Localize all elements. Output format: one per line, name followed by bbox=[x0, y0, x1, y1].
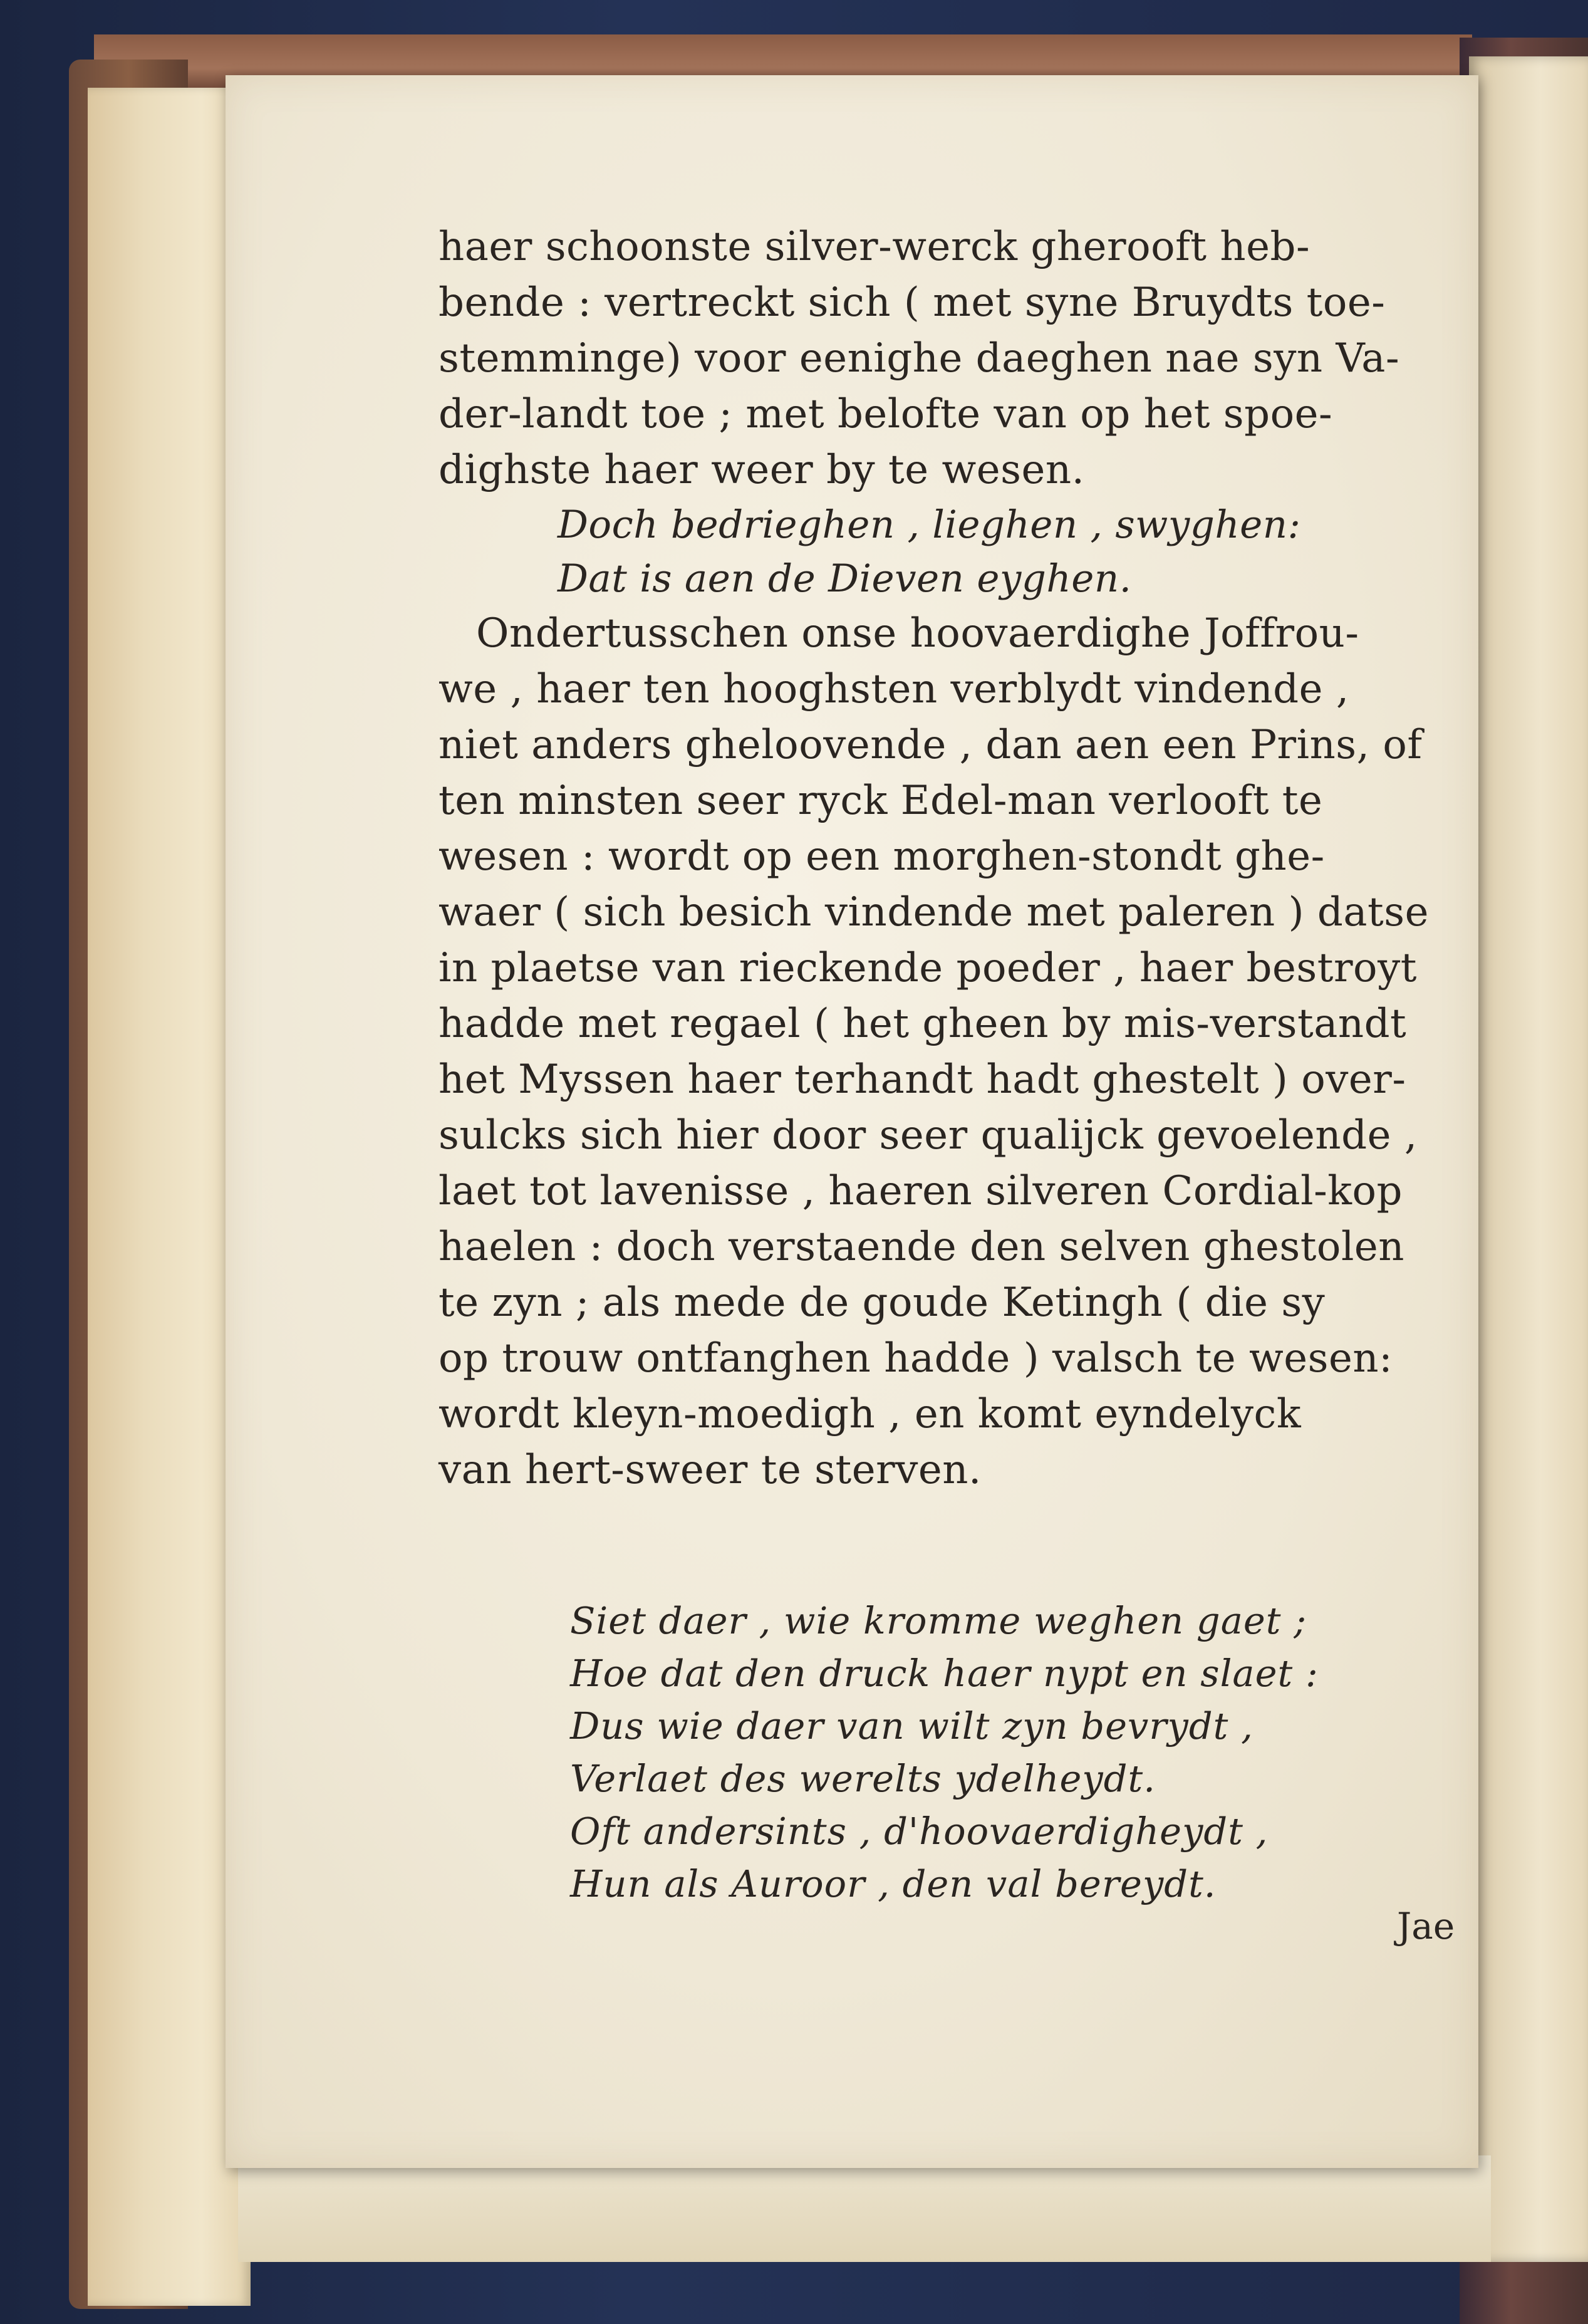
text-line: haelen : doch verstaende den selven ghestolen bbox=[439, 1224, 1404, 1270]
text-line: in plaetse van rieckende poeder , haer bestroyt bbox=[439, 945, 1417, 991]
text-line: Ondertusschen onse hoovaerdighe Joffrou- bbox=[476, 610, 1359, 657]
verse-line: Dus wie daer van wilt zyn bevrydt , bbox=[570, 1704, 1253, 1748]
text-line: het Myssen haer terhandt hadt ghestelt ) over- bbox=[439, 1056, 1406, 1103]
text-line: bende : vertreckt sich ( met syne Bruydts toe- bbox=[439, 279, 1386, 326]
text-line: hadde met regael ( het gheen by mis-verstandt bbox=[439, 1001, 1407, 1047]
text-line: we , haer ten hooghsten verblydt vindende , bbox=[439, 666, 1349, 712]
page-bottom-edge bbox=[238, 2155, 1491, 2262]
text-line: wordt kleyn-moedigh , en komt eyndelyck bbox=[439, 1391, 1302, 1437]
text-line: waer ( sich besich vindende met paleren ) datse bbox=[439, 889, 1429, 935]
closing-verse bbox=[570, 1595, 1510, 1910]
verse-line: Dat is aen de Dieven eyghen. bbox=[558, 556, 1132, 601]
text-line: wesen : wordt op een morghen-stondt ghe- bbox=[439, 833, 1325, 880]
text-line: der-landt toe ; met belofte van op het spoe- bbox=[439, 391, 1333, 437]
text-line: op trouw ontfanghen hadde ) valsch te wesen: bbox=[439, 1335, 1393, 1382]
text-line: ten minsten seer ryck Edel-man verlooft te bbox=[439, 778, 1323, 824]
text-line: niet anders gheloovende , dan aen een Prins, of bbox=[439, 722, 1423, 768]
verse-line: Verlaet des werelts ydelheydt. bbox=[570, 1757, 1156, 1800]
verse-line: Hun als Auroor , den val bereydt. bbox=[570, 1862, 1217, 1905]
verse-line: Doch bedrieghen , lieghen , swyghen: bbox=[558, 503, 1301, 547]
verse-line: Hoe dat den druck haer nypt en slaet : bbox=[570, 1652, 1319, 1695]
verse-line: Siet daer , wie kromme weghen gaet ; bbox=[570, 1599, 1307, 1642]
text-line: te zyn ; als mede de goude Ketingh ( die sy bbox=[439, 1279, 1326, 1326]
book-page bbox=[226, 75, 1478, 2168]
text-line: stemminge) voor eenighe daeghen nae syn Va- bbox=[439, 335, 1400, 382]
catchword: Jae bbox=[1397, 1905, 1455, 1947]
text-line: dighste haer weer by te wesen. bbox=[439, 447, 1085, 493]
facing-page-edge bbox=[1469, 56, 1588, 2262]
text-line: laet tot lavenisse , haeren silveren Cordial-kop bbox=[439, 1168, 1403, 1214]
text-line: van hert-sweer te sterven. bbox=[439, 1447, 982, 1493]
page-text bbox=[439, 219, 1447, 1498]
text-line: sulcks sich hier door seer qualijck gevoelende , bbox=[439, 1112, 1418, 1159]
verse-line: Oft andersints , d'hoovaerdigheydt , bbox=[570, 1810, 1269, 1853]
text-line: haer schoonste silver-werck gherooft heb- bbox=[439, 224, 1310, 270]
